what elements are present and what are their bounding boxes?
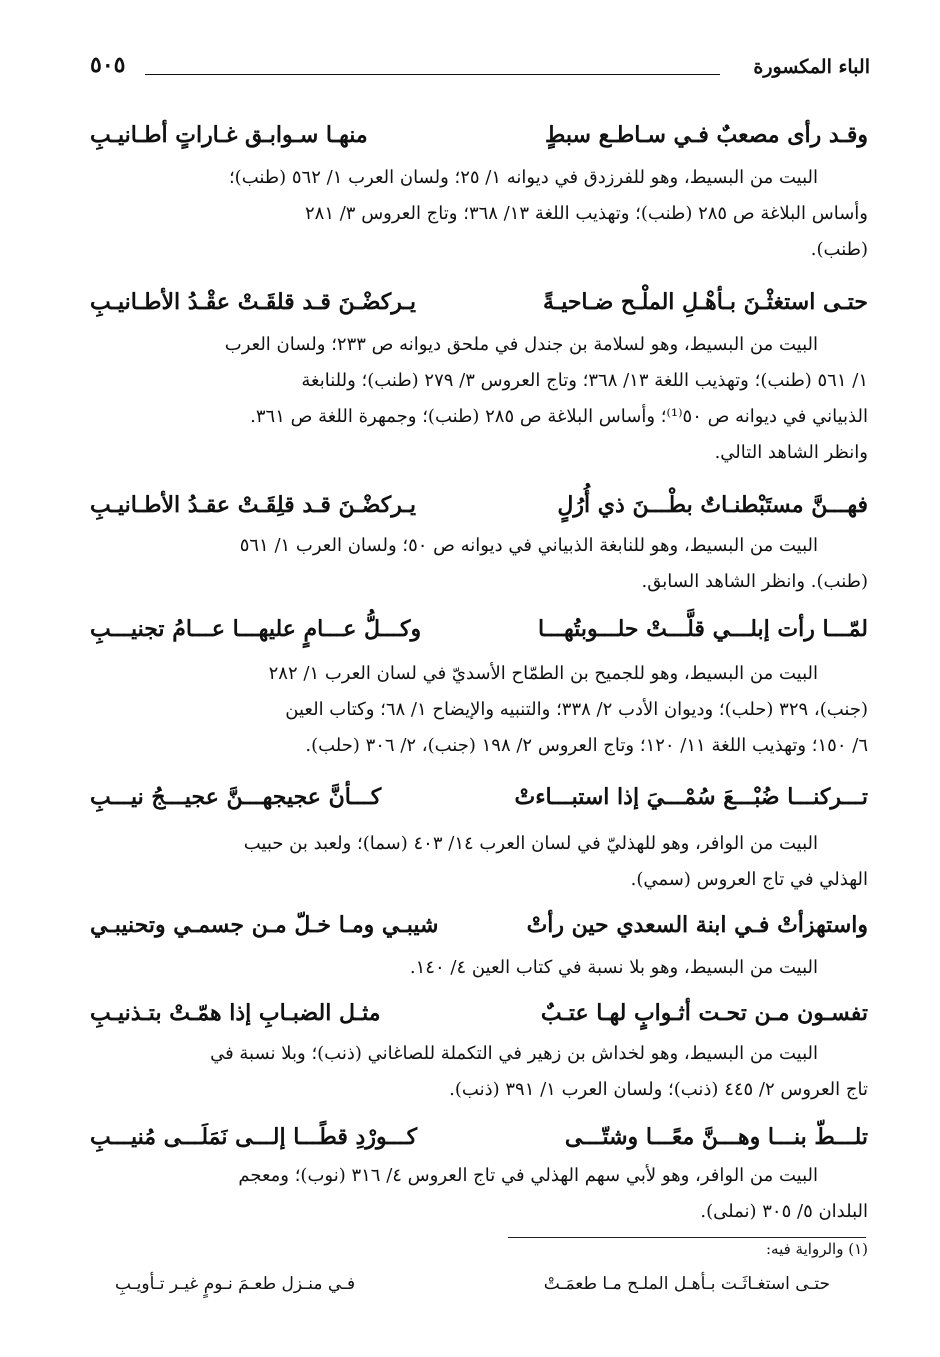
chapter-title: الباء المكسورة <box>753 56 870 78</box>
commentary-4 <box>90 656 868 764</box>
verse-8 <box>90 1118 868 1158</box>
verse-second-hemistich: وكـــلُّ عـــامٍ عليهـــا عـــامُ تجنيـــبِ <box>90 616 422 642</box>
verse-first-hemistich: وقـد رأى مصعبٌ فـي سـاطـع سبطٍ <box>545 122 868 148</box>
commentary-line: الذبياني في ديوانه ص ٥٠⁽¹⁾؛ وأساس البلاغة ص ٢٨٥ (طنب)؛ وجمهرة اللغة ص ٣٦١. <box>250 406 868 427</box>
verse-second-hemistich: يـركضْـنَ قـد قلِقَـتْ عقـدُ الأطـانيـبِ <box>90 492 416 518</box>
commentary-line: البيت من الوافر، وهو للهذليّ في لسان العرب ١٤/ ٤٠٣ (سما)؛ ولعبد بن حبيب <box>243 833 818 854</box>
commentary-line: (طنب). <box>810 239 868 260</box>
verse-first-hemistich: حتـى استغثْـنَ بـأهْـلِ الملْـح ضـاحيـةً <box>542 289 868 315</box>
commentary-line: البيت من البسيط، وهو لسلامة بن جندل في ملحق ديوانه ص ٢٣٣؛ ولسان العرب <box>224 334 818 355</box>
commentary-line: تاج العروس ٢/ ٤٤٥ (ذنب)؛ ولسان العرب ١/ ٣٩١ (ذنب). <box>449 1079 868 1100</box>
verse-1 <box>90 116 868 156</box>
commentary-line: البيت من البسيط، وهو للنابغة الذبياني في ديوانه ص ٥٠؛ ولسان العرب ١/ ٥٦١ <box>239 535 818 556</box>
verse-second-hemistich: منهـا سـوابـق غـاراتٍ أطـانيـبِ <box>90 122 368 148</box>
commentary-line: وانظر الشاهد التالي. <box>714 442 868 463</box>
commentary-line: الهذلي في تاج العروس (سمي). <box>630 869 868 890</box>
verse-4 <box>90 610 868 650</box>
verse-first-hemistich: تـــركنـــا ضُبْـــعَ سُمْـــيَ إذا استبـــاءتْ <box>514 784 868 810</box>
verse-second-hemistich: كـــورْدِ قطًـــا إلـــى نَمَلَـــى مُنيـــبِ <box>90 1124 418 1150</box>
commentary-line: البيت من البسيط، وهو بلا نسبة في كتاب العين ٤/ ١٤٠. <box>409 957 818 978</box>
footnote-first-hemistich: حتـى استغـاثَـت بـأهـل الملـح مـا طعمَـتْ <box>543 1274 830 1294</box>
commentary-line: البيت من البسيط، وهو للجميح بن الطمّاح الأسديّ في لسان العرب ١/ ٢٨٢ <box>268 663 818 684</box>
verse-first-hemistich: تفسـون مـن تحـت أثـوابٍ لهـا عتـبٌ <box>540 1000 868 1026</box>
verse-first-hemistich: واستهزأتْ فـي ابنة السعدي حين رأتْ <box>526 912 868 938</box>
page-header <box>90 52 870 92</box>
commentary-line: البيت من البسيط، وهو لخداش بن زهير في التكملة للصاغاني (ذنب)؛ وبلا نسبة في <box>210 1043 818 1064</box>
verse-7 <box>90 994 868 1034</box>
commentary-line: البلدان ٥/ ٣٠٥ (نملى). <box>700 1201 868 1222</box>
commentary-line: (طنب). وانظر الشاهد السابق. <box>641 571 868 592</box>
verse-first-hemistich: فهـــنَّ مستَبْطنـاتٌ بطْـــنَ ذي أُرُلٍ <box>557 492 868 518</box>
verse-second-hemistich: مثـل الضبـابِ إذا همّـتْ بتـذنيـبِ <box>90 1000 381 1026</box>
commentary-line: البيت من البسيط، وهو للفرزدق في ديوانه ١/ ٢٥؛ ولسان العرب ١/ ٥٦٢ (طنب)؛ <box>228 167 818 188</box>
commentary-8 <box>90 1158 868 1230</box>
commentary-3 <box>90 528 868 600</box>
footnote-second-hemistich: فـي منـزل طعـمَ نـومٍ غيـر تـأويـبِ <box>115 1274 356 1294</box>
verse-second-hemistich: شيبـي ومـا خـلّ مـن جسمـي وتحنيبـي <box>90 912 439 938</box>
verse-second-hemistich: كـــأنَّ عجيجهـــنَّ عجيـــجُ نيـــبِ <box>90 784 382 810</box>
verse-5 <box>90 778 868 818</box>
commentary-1 <box>90 160 868 268</box>
verse-6 <box>90 906 868 946</box>
commentary-5 <box>90 826 868 898</box>
commentary-6 <box>90 950 868 986</box>
commentary-7 <box>90 1036 868 1108</box>
header-rule <box>145 74 720 75</box>
footnote-rule <box>508 1237 866 1238</box>
verse-2 <box>90 283 868 323</box>
verse-3 <box>90 486 868 526</box>
footnote-label: (١) والرواية فيه: <box>766 1240 868 1258</box>
commentary-line: ١/ ٥٦١ (طنب)؛ وتهذيب اللغة ١٣/ ٣٦٨؛ وتاج العروس ٣/ ٢٧٩ (طنب)؛ وللنابغة <box>301 370 868 391</box>
commentary-line: البيت من الوافر، وهو لأبي سهم الهذلي في تاج العروس ٤/ ٣١٦ (نوب)؛ ومعجم <box>238 1165 818 1186</box>
verse-first-hemistich: تلـــطّ بنـــا وهـــنَّ معًـــا وشتّـــى <box>564 1124 868 1150</box>
commentary-2 <box>90 327 868 471</box>
verse-first-hemistich: لمّـــا رأت إبلـــي قلَّـــتْ حلـــوبتُهـــا <box>538 616 868 642</box>
commentary-line: ٦/ ١٥٠؛ وتهذيب اللغة ١١/ ١٢٠؛ وتاج العروس ٢/ ١٩٨ (جنب)، ٢/ ٣٠٦ (حلب). <box>305 735 868 756</box>
commentary-line: وأساس البلاغة ص ٢٨٥ (طنب)؛ وتهذيب اللغة ١٣/ ٣٦٨؛ وتاج العروس ٣/ ٢٨١ <box>304 203 868 224</box>
commentary-line: (جنب)، ٣٢٩ (حلب)؛ وديوان الأدب ٢/ ٣٣٨؛ والتنبيه والإيضاح ١/ ٦٨؛ وكتاب العين <box>285 699 868 720</box>
verse-second-hemistich: يـركضْـنَ قـد قلقَـتْ عقْـدُ الأطـانيـبِ <box>90 289 416 315</box>
footnote-verse <box>115 1272 830 1302</box>
page-number: ٥٠٥ <box>90 52 126 78</box>
